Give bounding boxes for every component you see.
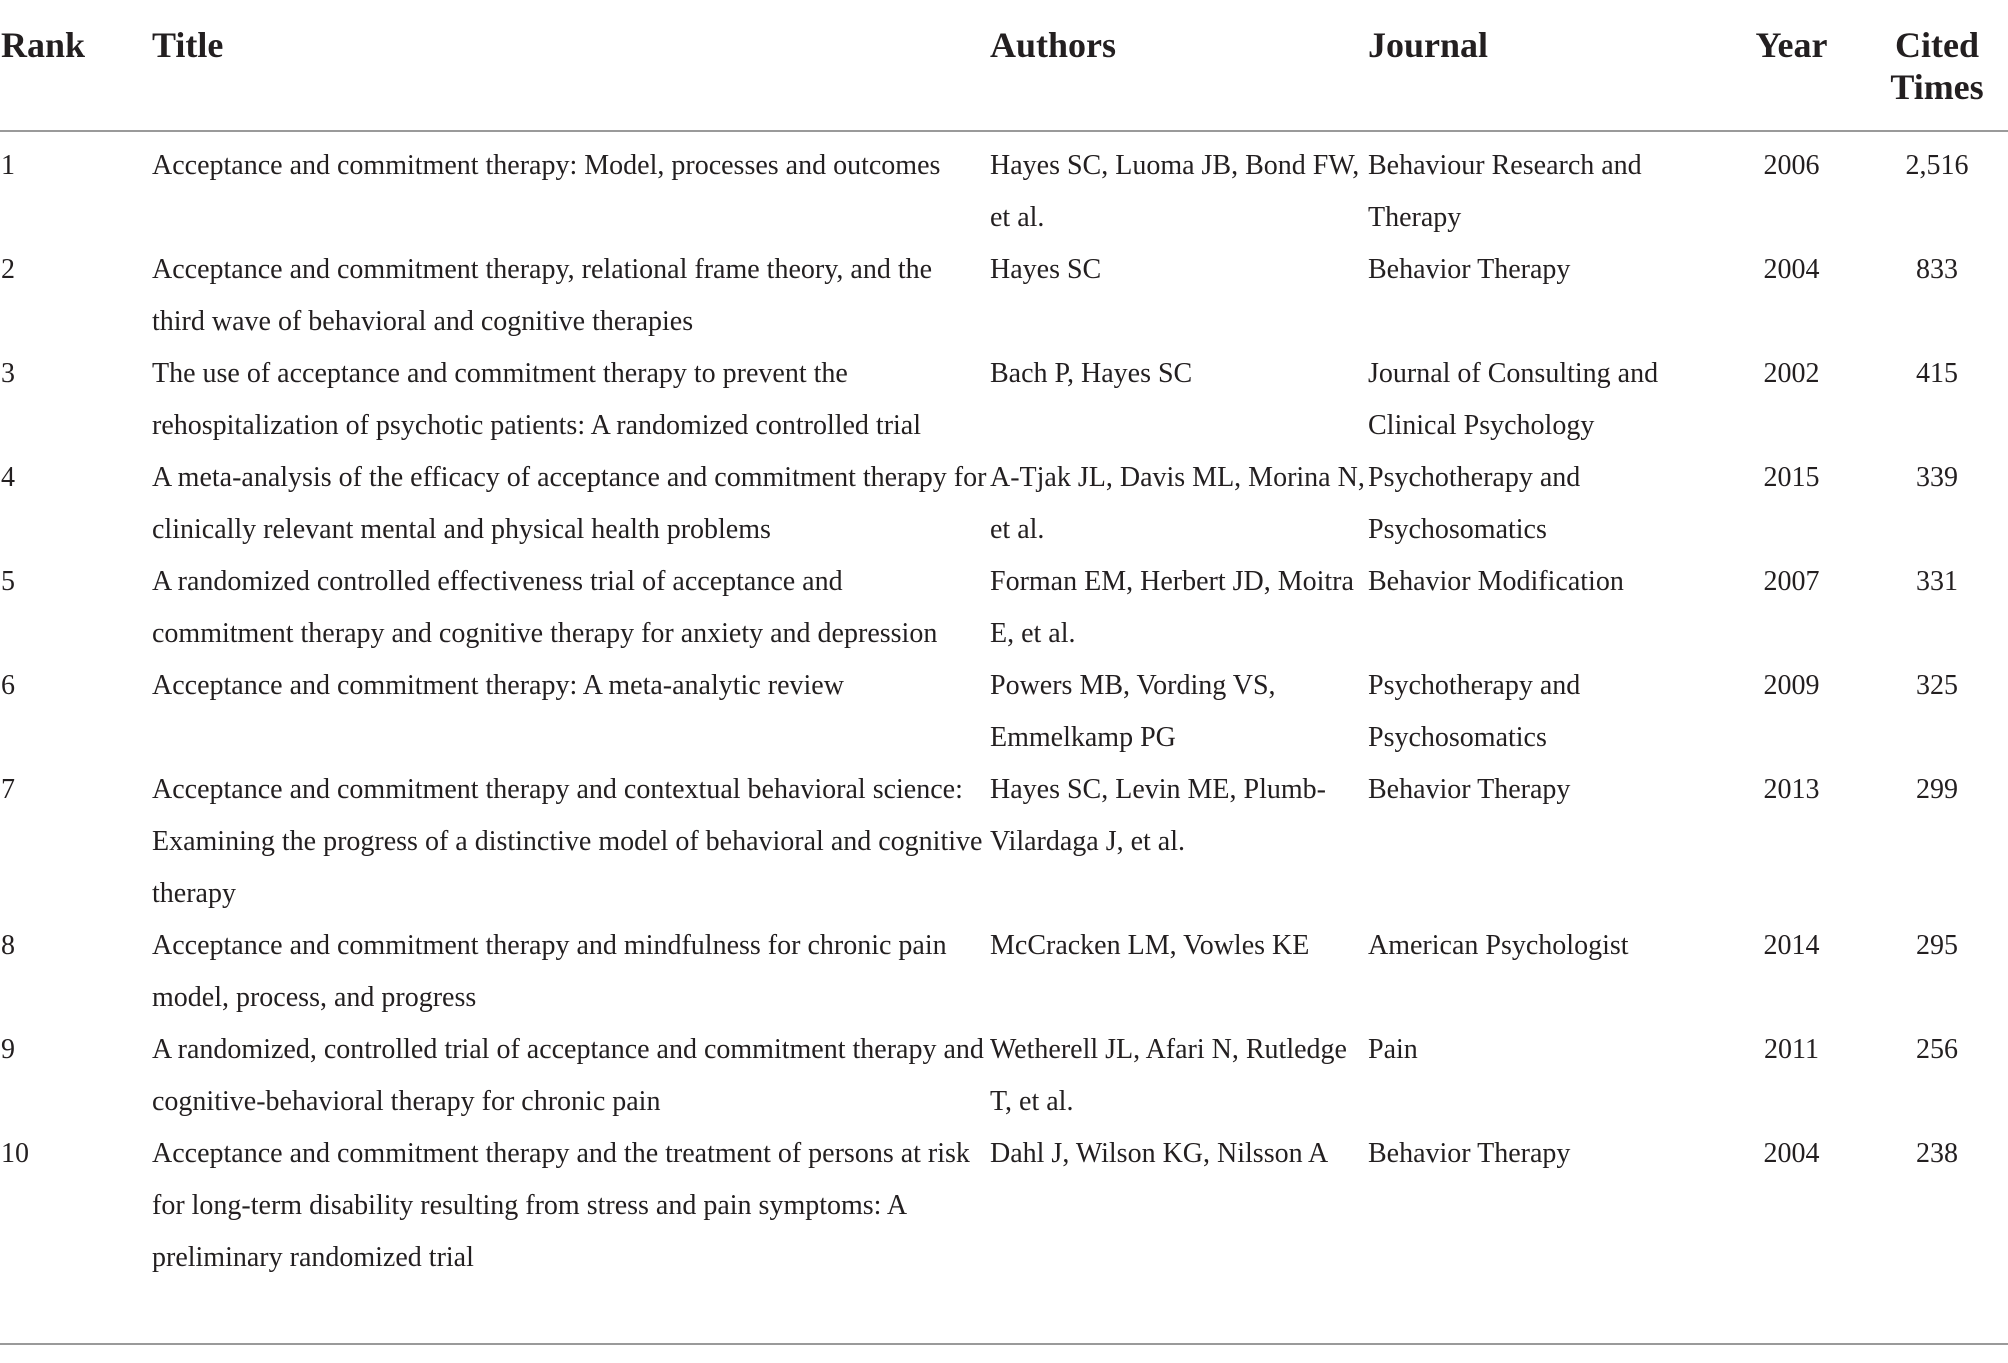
cell-journal: Behavior Therapy	[1368, 774, 1571, 805]
cell-journal: Journal of Consulting and Clinical Psychology	[1368, 358, 1659, 441]
header-cited-line1: Cited	[1895, 25, 1979, 65]
header-rank: Rank	[0, 0, 152, 131]
cell-title: A randomized controlled effectiveness trial of acceptance and commitment therapy and cognitive therapy for anxiety and depression	[152, 566, 938, 649]
cell-year: 2015	[1763, 462, 1820, 493]
table-body	[0, 131, 2008, 1284]
header-title: Title	[152, 0, 990, 131]
cell-rank: 2	[1, 254, 15, 285]
cell-year: 2011	[1764, 1034, 1819, 1065]
table-row	[0, 1128, 2008, 1284]
cell-authors: Hayes SC, Levin ME, Plumb-Vilardaga J, et al.	[990, 774, 1326, 857]
cell-cited: 339	[1916, 462, 1958, 493]
cell-title: The use of acceptance and commitment therapy to prevent the rehospitalization of psychotic patients: A randomized controlled trial	[152, 358, 922, 441]
table-spacer	[0, 131, 2008, 140]
table-row	[0, 244, 2008, 348]
table-row	[0, 1024, 2008, 1128]
cell-authors: Bach P, Hayes SC	[990, 358, 1193, 389]
table-header	[0, 0, 2008, 131]
cell-authors: Wetherell JL, Afari N, Rutledge T, et al.	[990, 1034, 1347, 1117]
table-bottom-rule	[0, 1343, 2008, 1345]
cell-year: 2004	[1763, 254, 1820, 285]
cell-journal: Pain	[1368, 1034, 1418, 1065]
cell-cited: 299	[1916, 774, 1958, 805]
cell-rank: 1	[1, 150, 15, 181]
table-row	[0, 660, 2008, 764]
cell-cited: 325	[1916, 670, 1958, 701]
cell-year: 2013	[1763, 774, 1820, 805]
cell-title: A meta-analysis of the efficacy of acceptance and commitment therapy for clinically relevant mental and physical health problems	[152, 462, 987, 545]
cell-rank: 10	[1, 1138, 29, 1169]
cell-authors: Powers MB, Vording VS, Emmelkamp PG	[990, 670, 1276, 753]
cell-journal: Psychotherapy and Psychosomatics	[1368, 670, 1581, 753]
cell-year: 2004	[1763, 1138, 1820, 1169]
cell-rank: 8	[1, 930, 15, 961]
cell-cited: 256	[1916, 1034, 1958, 1065]
cell-year: 2006	[1763, 150, 1820, 181]
spacer-cell	[0, 131, 2008, 140]
cell-rank: 9	[1, 1034, 15, 1065]
cell-title: Acceptance and commitment therapy: A meta-analytic review	[152, 670, 844, 701]
cell-journal: Psychotherapy and Psychosomatics	[1368, 462, 1581, 545]
header-cited-line2: Times	[1890, 67, 1984, 107]
cell-journal: Behaviour Research and Therapy	[1368, 150, 1642, 233]
cell-title: Acceptance and commitment therapy, relational frame theory, and the third wave of behavioral and cognitive therapies	[152, 254, 933, 337]
cell-authors: McCracken LM, Vowles KE	[990, 930, 1310, 961]
cell-cited: 2,516	[1905, 150, 1969, 181]
cell-journal: Behavior Therapy	[1368, 1138, 1571, 1169]
cell-journal: American Psychologist	[1368, 930, 1629, 961]
cell-rank: 4	[1, 462, 15, 493]
cell-cited: 415	[1916, 358, 1958, 389]
cell-title: Acceptance and commitment therapy and contextual behavioral science: Examining the progress of a distinctive model of behavioral and cognitive therapy	[152, 774, 983, 909]
header-cited-times	[1865, 0, 2008, 131]
cell-title: Acceptance and commitment therapy: Model, processes and outcomes	[152, 150, 941, 181]
cell-rank: 3	[1, 358, 15, 389]
cell-cited: 238	[1916, 1138, 1958, 1169]
cell-title: Acceptance and commitment therapy and the treatment of persons at risk for long-term disability resulting from stress and pain symptoms: A preliminary randomized trial	[152, 1138, 970, 1273]
table-row	[0, 764, 2008, 920]
header-authors: Authors	[990, 0, 1368, 131]
cell-authors: Hayes SC	[990, 254, 1102, 285]
table-row	[0, 348, 2008, 452]
table-row	[0, 920, 2008, 1024]
table-row	[0, 556, 2008, 660]
cell-title: Acceptance and commitment therapy and mindfulness for chronic pain model, process, and progress	[152, 930, 947, 1013]
cell-journal: Behavior Modification	[1368, 566, 1624, 597]
cell-rank: 5	[1, 566, 15, 597]
cell-authors: Dahl J, Wilson KG, Nilsson A	[990, 1138, 1329, 1169]
cell-year: 2009	[1763, 670, 1820, 701]
cell-cited: 295	[1916, 930, 1958, 961]
cell-authors: Hayes SC, Luoma JB, Bond FW, et al.	[990, 150, 1360, 233]
cell-year: 2002	[1763, 358, 1820, 389]
header-row	[0, 0, 2008, 131]
cell-authors: A-Tjak JL, Davis ML, Morina N, et al.	[990, 462, 1365, 545]
table-row	[0, 452, 2008, 556]
cell-year: 2014	[1763, 930, 1820, 961]
table-row	[0, 140, 2008, 244]
cell-authors: Forman EM, Herbert JD, Moitra E, et al.	[990, 566, 1354, 649]
cell-year: 2007	[1763, 566, 1820, 597]
cell-cited: 833	[1916, 254, 1958, 285]
cell-cited: 331	[1916, 566, 1958, 597]
cell-rank: 7	[1, 774, 15, 805]
cell-journal: Behavior Therapy	[1368, 254, 1571, 285]
header-journal: Journal	[1368, 0, 1718, 131]
cell-rank: 6	[1, 670, 15, 701]
cell-title: A randomized, controlled trial of acceptance and commitment therapy and cognitive-behavioral therapy for chronic pain	[152, 1034, 984, 1117]
header-year: Year	[1718, 0, 1865, 131]
